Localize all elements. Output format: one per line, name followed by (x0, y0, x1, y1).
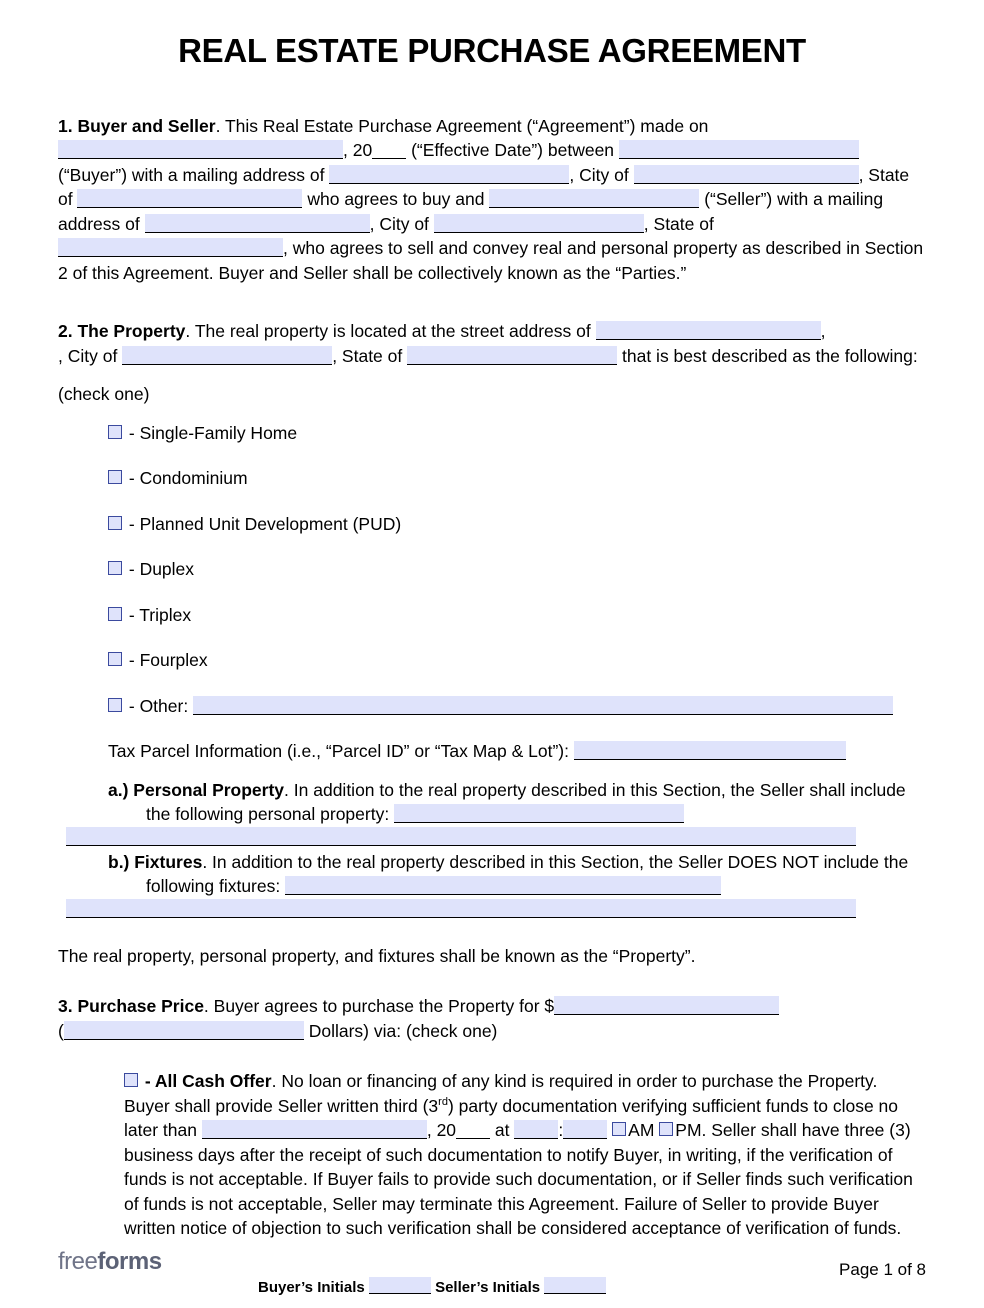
checkbox-icon[interactable] (108, 561, 122, 575)
seller-mailing-address-blank[interactable] (145, 214, 370, 233)
check-one-label-property: (check one) (58, 384, 150, 405)
funds-minute-blank[interactable] (563, 1120, 607, 1139)
section-2-text-2b: , City of (58, 345, 118, 366)
am-label: AM (628, 1120, 655, 1141)
initials-row (258, 1277, 606, 1296)
fixtures-label: b.) Fixtures (108, 851, 203, 872)
buyer-name-blank[interactable] (619, 140, 859, 159)
personal-property-text: . In addition to the real property described in this Section, the Seller shall include the following personal property: (146, 779, 906, 825)
all-cash-offer-block (124, 1069, 926, 1241)
section-2-text-1: . The real property is located at the street address of (185, 321, 591, 342)
section-2-text-3: , State of (332, 345, 403, 366)
section-1-text-2: , 20 (343, 140, 373, 161)
section-3-text-2: ( (58, 1020, 64, 1041)
property-type-options (58, 421, 926, 719)
checkbox-icon[interactable] (108, 470, 122, 484)
section-2-heading: 2. The Property (58, 321, 186, 342)
option-duplex[interactable] (108, 557, 926, 582)
all-cash-text-5: : (558, 1120, 564, 1141)
option-label: - Condominium (128, 468, 248, 489)
property-definition-text: The real property, personal property, and fixtures shall be known as the “Property”. (58, 945, 696, 966)
personal-property-blank-1[interactable] (394, 804, 684, 823)
option-triplex[interactable] (108, 603, 926, 628)
other-property-type-blank[interactable] (193, 696, 893, 715)
option-label: - Triplex (128, 604, 192, 625)
funds-year-blank[interactable] (456, 1120, 490, 1139)
checkbox-icon[interactable] (108, 607, 122, 621)
option-label: - Fourplex (128, 650, 208, 671)
option-label: - Single-Family Home (128, 422, 298, 443)
seller-name-blank[interactable] (489, 189, 699, 208)
section-1-heading: 1. Buyer and Seller (58, 115, 216, 136)
all-cash-sup: rd (438, 1096, 448, 1109)
fixtures-blank-1[interactable] (285, 876, 721, 895)
tax-parcel-label: Tax Parcel Information (i.e., “Parcel ID” or “Tax Map & Lot”): (108, 741, 569, 762)
fixtures-blank-2[interactable] (66, 899, 856, 918)
all-cash-text-3: , 20 (426, 1120, 457, 1141)
document-body (58, 114, 926, 1241)
seller-state-blank[interactable] (58, 238, 283, 257)
checkbox-icon[interactable] (659, 1122, 673, 1136)
all-cash-text-1: . No loan or financing of any kind is required in order to purchase the Property. Buyer shall provide Seller written third (3 (124, 1071, 878, 1116)
section-1-text-9: , City of (369, 213, 429, 234)
property-state-blank[interactable] (407, 346, 617, 365)
section-3-heading: 3. Purchase Price (58, 996, 204, 1017)
effective-date-blank[interactable] (58, 140, 343, 159)
buyer-initials-label: Buyer’s Initials (258, 1279, 365, 1296)
section-1-text-3: (“Effective Date”) between (411, 140, 615, 161)
option-single-family-home[interactable] (108, 421, 926, 446)
seller-city-blank[interactable] (434, 214, 644, 233)
section-3-text-3: Dollars) via: (check one) (308, 1020, 498, 1041)
checkbox-icon[interactable] (108, 698, 122, 712)
section-1-text-5: , City of (569, 164, 629, 185)
section-2-text-4: that is best described as the following: (622, 345, 918, 366)
option-label: - Planned Unit Development (PUD) (128, 513, 402, 534)
section-1-text-8: (“Seller”) with a mailing address of (58, 189, 884, 234)
purchase-price-words-blank[interactable] (64, 1021, 304, 1040)
checkbox-icon[interactable] (108, 425, 122, 439)
effective-year-blank[interactable] (372, 140, 406, 159)
checkbox-icon[interactable] (124, 1073, 138, 1087)
purchase-price-blank[interactable] (554, 996, 779, 1015)
option-other[interactable] (108, 694, 926, 719)
fixtures-item (108, 850, 926, 899)
checkbox-icon[interactable] (108, 516, 122, 530)
section-1-text-6: , State of (58, 164, 910, 210)
section-1-text-4: (“Buyer”) with a mailing address of (58, 164, 325, 185)
all-cash-text-2: ) party documentation verifying sufficient funds to close no later than (124, 1095, 899, 1141)
option-fourplex[interactable] (108, 648, 926, 673)
checkbox-icon[interactable] (612, 1122, 626, 1136)
funds-date-blank[interactable] (202, 1120, 427, 1139)
section-buyer-and-seller (58, 114, 926, 286)
page-title: REAL ESTATE PURCHASE AGREEMENT (178, 32, 806, 69)
personal-property-item (108, 778, 926, 827)
option-label: - Duplex (128, 559, 195, 580)
seller-initials-label: Seller’s Initials (435, 1279, 541, 1296)
personal-property-blank-2[interactable] (66, 827, 856, 846)
buyer-city-blank[interactable] (634, 165, 859, 184)
page-footer (0, 1234, 984, 1308)
section-1-text-10: , State of (643, 213, 714, 234)
section-1-text-7: who agrees to buy and (307, 189, 485, 210)
option-label: - Other: (128, 695, 189, 716)
funds-hour-blank[interactable] (514, 1120, 558, 1139)
section-3-text-1: . Buyer agrees to purchase the Property for $ (203, 996, 555, 1017)
property-city-blank[interactable] (122, 346, 332, 365)
all-cash-offer-label: - All Cash Offer (144, 1071, 272, 1092)
pm-and-terms-text: PM. Seller shall have three (3) business days after the receipt of such documentation to notify Buyer, in writing, if the verification of funds is not acceptable. If Buyer fails to provide such documentation, or if Seller finds such verification of funds is not acceptable, Seller may terminate this Agreement. Failure of Seller to provide Buyer written notice of objection to such verification shall be considered acceptance of verification of funds. (124, 1120, 913, 1239)
freeforms-logo (58, 1248, 162, 1276)
seller-initials-blank[interactable] (544, 1277, 606, 1294)
buyer-mailing-address-blank[interactable] (329, 165, 569, 184)
buyer-initials-blank[interactable] (369, 1277, 431, 1294)
fixtures-text: . In addition to the real property described in this Section, the Seller DOES NOT include the following fixtures: (146, 851, 909, 897)
page-number: Page 1 of 8 (839, 1260, 926, 1279)
logo-bold: forms (97, 1248, 162, 1275)
buyer-state-blank[interactable] (77, 189, 302, 208)
section-1-text-11: , who agrees to sell and convey real and personal property as described in Section 2 of this Agreement. Buyer and Seller shall be collectively known as the “Parties.” (58, 238, 924, 283)
personal-property-label: a.) Personal Property (108, 779, 285, 800)
section-purchase-price (58, 994, 926, 1241)
option-planned-unit-development[interactable] (108, 512, 926, 537)
logo-light: free (58, 1248, 98, 1275)
section-the-property: 2. The Property. The real property is located at the street address of , , City of , State of that is best described as the following: (check one) - Single-Family Home - Condominium - Planned Unit Development (PUD) - Duplex - Triplex - Fourplex - Other: Tax Parcel Information (i.e., “Parcel ID” or “Tax Map & Lot”): a.) Personal Property. In addition to the real property described in this Section, the Seller shall include the following personal property: b.) Fixtures. In addition to the real property described in this Section, the Seller DOES NOT include the following fixtures: The real property, personal property, and fixtures shall be known as the “Property”. (58, 319, 926, 968)
tax-parcel-row (108, 739, 926, 764)
tax-parcel-blank[interactable] (574, 741, 846, 760)
section-1-text-1: . This Real Estate Purchase Agreement (“Agreement”) made on (215, 115, 709, 136)
all-cash-text-4: at (494, 1120, 510, 1141)
checkbox-icon[interactable] (108, 652, 122, 666)
option-condominium[interactable] (108, 466, 926, 491)
property-street-address-blank[interactable] (596, 321, 821, 340)
